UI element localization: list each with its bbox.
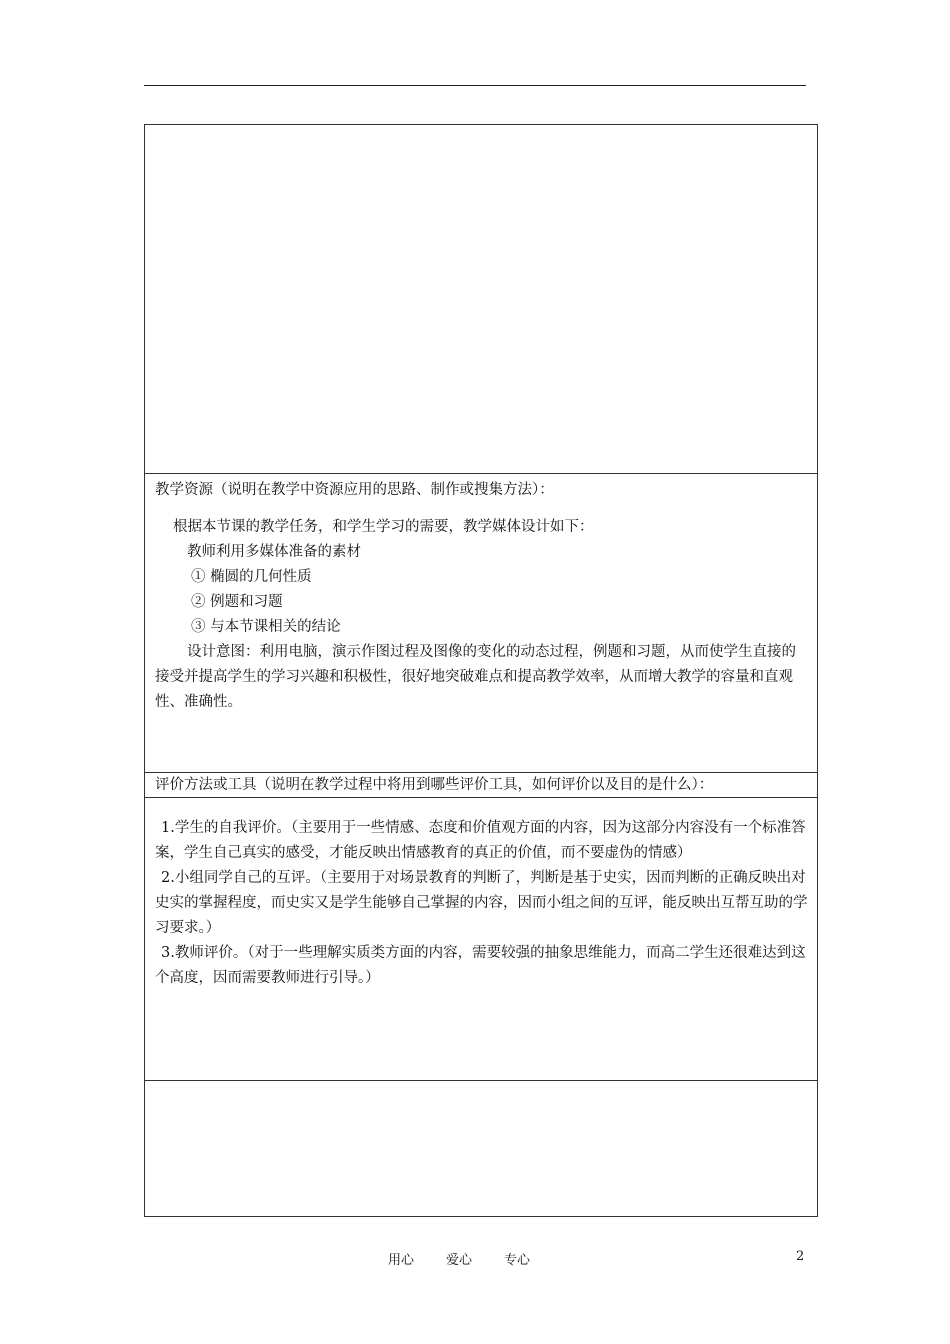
materials-label: 教师利用多媒体准备的素材	[187, 544, 361, 560]
footer-motto-word: 专心	[504, 1253, 531, 1268]
resources-heading: 教学资源（说明在教学中资源应用的思路、制作或搜集方法）：	[155, 482, 554, 498]
material-item: ① 椭圆的几何性质	[191, 569, 312, 585]
design-note: 设计意图：利用电脑，演示作图过程及图像的变化的动态过程，例题和习题，从而使学生直接的接受并提高学生的学习兴趣和积极性，很好地突破难点和提高教学效率，从而增大教学的容量和直观性、准确性。	[155, 644, 796, 710]
material-item: ③ 与本节课相关的结论	[191, 619, 341, 635]
footer-motto-word: 用心	[388, 1253, 415, 1268]
evaluation-item: 3.教师评价。（对于一些理解实质类方面的内容，需要较强的抽象思维能力，而高二学生还很难达到这个高度，因而需要教师进行引导。）	[155, 945, 806, 986]
header-rule	[144, 85, 806, 86]
evaluation-heading: 评价方法或工具（说明在教学过程中将用到哪些评价工具，如何评价以及目的是什么）：	[155, 777, 714, 793]
evaluation-item: 1.学生的自我评价。（主要用于一些情感、态度和价值观方面的内容，因为这部分内容没有一个标准答案，学生自己真实的感受，才能反映出情感教育的真正的价值，而不要虚伪的情感）	[155, 820, 806, 861]
evaluation-body-cell	[145, 798, 818, 1081]
resources-intro: 根据本节课的教学任务，和学生学习的需要，教学媒体设计如下：	[173, 519, 594, 535]
evaluation-item: 2.小组同学自己的互评。（主要用于对场景教育的判断了，判断是基于史实，因而判断的正确反映出对史实的掌握程度，而史实又是学生能够自己掌握的内容，因而小组之间的互评，能反映出互帮互助的学习要求。）	[155, 870, 808, 936]
empty-cell-top	[145, 125, 818, 474]
footer-motto-word: 爱心	[446, 1253, 473, 1268]
empty-cell-bottom	[145, 1081, 818, 1217]
footer-motto	[388, 1249, 530, 1268]
evaluation-heading-cell	[145, 773, 818, 798]
page-number: 2	[796, 1249, 805, 1264]
material-item: ② 例题和习题	[191, 594, 283, 610]
lesson-plan-table	[144, 124, 818, 1217]
resources-cell	[145, 474, 818, 773]
